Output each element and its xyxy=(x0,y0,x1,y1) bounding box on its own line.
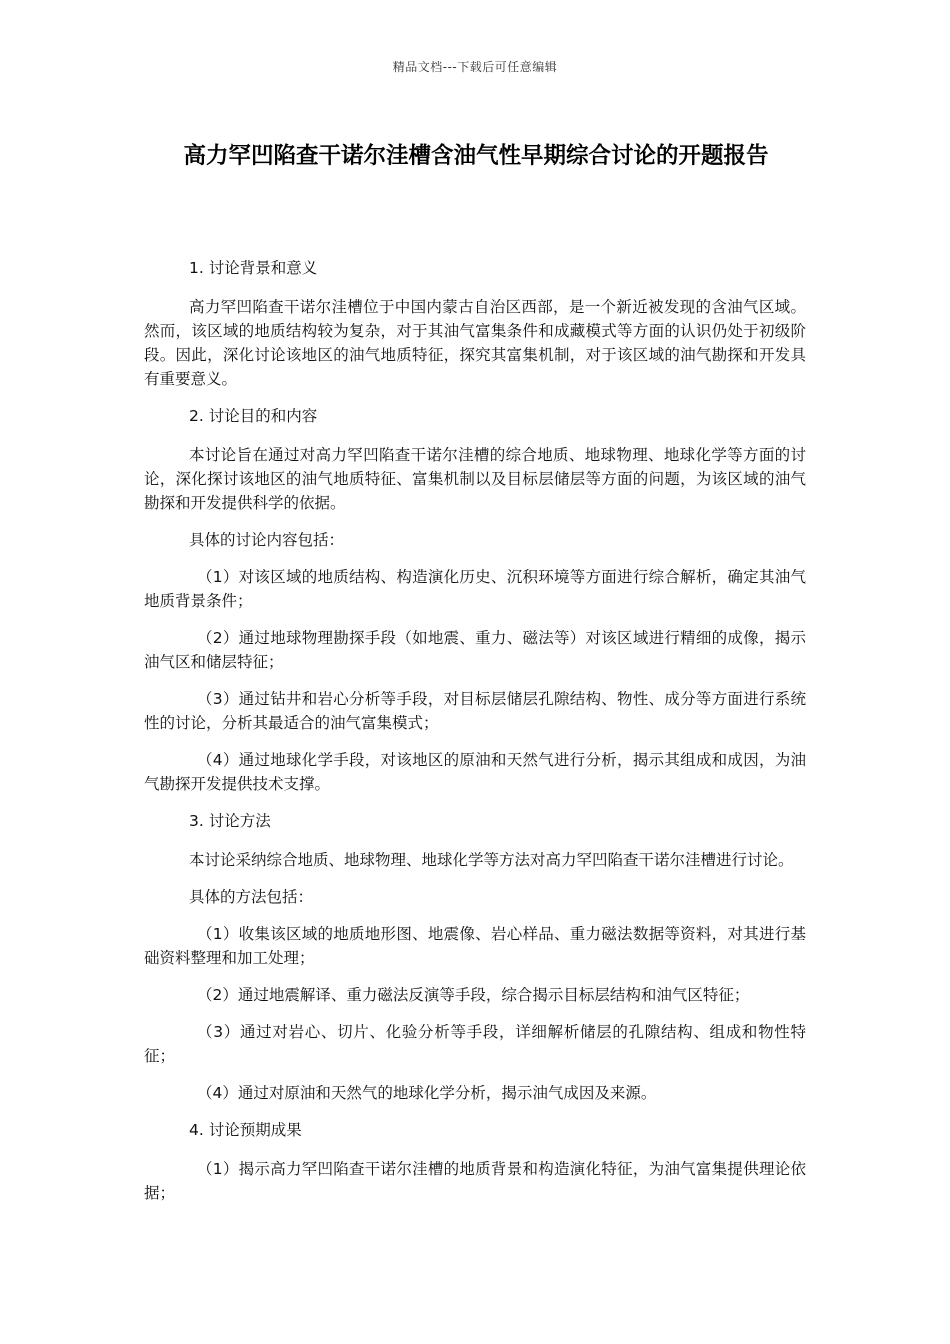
paragraph: 具体的讨论内容包括： xyxy=(189,531,345,549)
document-body xyxy=(144,256,806,1218)
section-heading: 2. 讨论目的和内容 xyxy=(189,407,318,425)
section-heading: 4. 讨论预期成果 xyxy=(189,1121,302,1139)
list-item: （2）通过地震解译、重力磁法反演等手段，综合揭示目标层结构和油气区特征； xyxy=(197,986,750,1004)
list-item: （3）通过钻井和岩心分析等手段，对目标层储层孔隙结构、物性、成分等方面进行系统性的讨论，分析其最适合的油气富集模式； xyxy=(144,690,806,732)
list-item: （1）揭示高力罕凹陷查干诺尔洼槽的地质背景和构造演化特征，为油气富集提供理论依据； xyxy=(144,1160,806,1202)
list-item: （1）收集该区域的地质地形图、地震像、岩心样品、重力磁法数据等资料，对其进行基础资料整理和加工处理； xyxy=(144,925,806,967)
list-item: （3）通过对岩心、切片、化验分析等手段，详细解析储层的孔隙结构、组成和物性特征； xyxy=(144,1023,806,1065)
paragraph: 高力罕凹陷查干诺尔洼槽位于中国内蒙古自治区西部，是一个新近被发现的含油气区域。然而，该区域的地质结构较为复杂，对于其油气富集条件和成藏模式等方面的认识仍处于初级阶段。因此，深化讨论该地区的油气地质特征，探究其富集机制，对于该区域的油气勘探和开发具有重要意义。 xyxy=(144,298,806,388)
page-header-note: 精品文档---下载后可任意编辑 xyxy=(392,60,558,74)
section-heading: 1. 讨论背景和意义 xyxy=(189,259,318,277)
paragraph: 具体的方法包括： xyxy=(189,888,314,906)
list-item: （1）对该区域的地质结构、构造演化历史、沉积环境等方面进行综合解析，确定其油气地质背景条件； xyxy=(144,568,806,610)
list-item: （4）通过对原油和天然气的地球化学分析，揭示油气成因及来源。 xyxy=(197,1084,657,1102)
paragraph: 本讨论采纳综合地质、地球物理、地球化学等方法对高力罕凹陷查干诺尔洼槽进行讨论。 xyxy=(189,851,794,869)
document-title: 高力罕凹陷查干诺尔洼槽含油气性早期综合讨论的开题报告 xyxy=(183,143,769,169)
paragraph: 本讨论旨在通过对高力罕凹陷查干诺尔洼槽的综合地质、地球物理、地球化学等方面的讨论，深化探讨该地区的油气地质特征、富集机制以及目标层储层等方面的问题，为该区域的油气勘探和开发提供科学的依据。 xyxy=(144,446,806,512)
list-item: （2）通过地球物理勘探手段（如地震、重力、磁法等）对该区域进行精细的成像，揭示油气区和储层特征； xyxy=(144,629,806,671)
list-item: （4）通过地球化学手段，对该地区的原油和天然气进行分析，揭示其组成和成因，为油气勘探开发提供技术支撑。 xyxy=(144,751,806,793)
section-heading: 3. 讨论方法 xyxy=(189,812,271,830)
